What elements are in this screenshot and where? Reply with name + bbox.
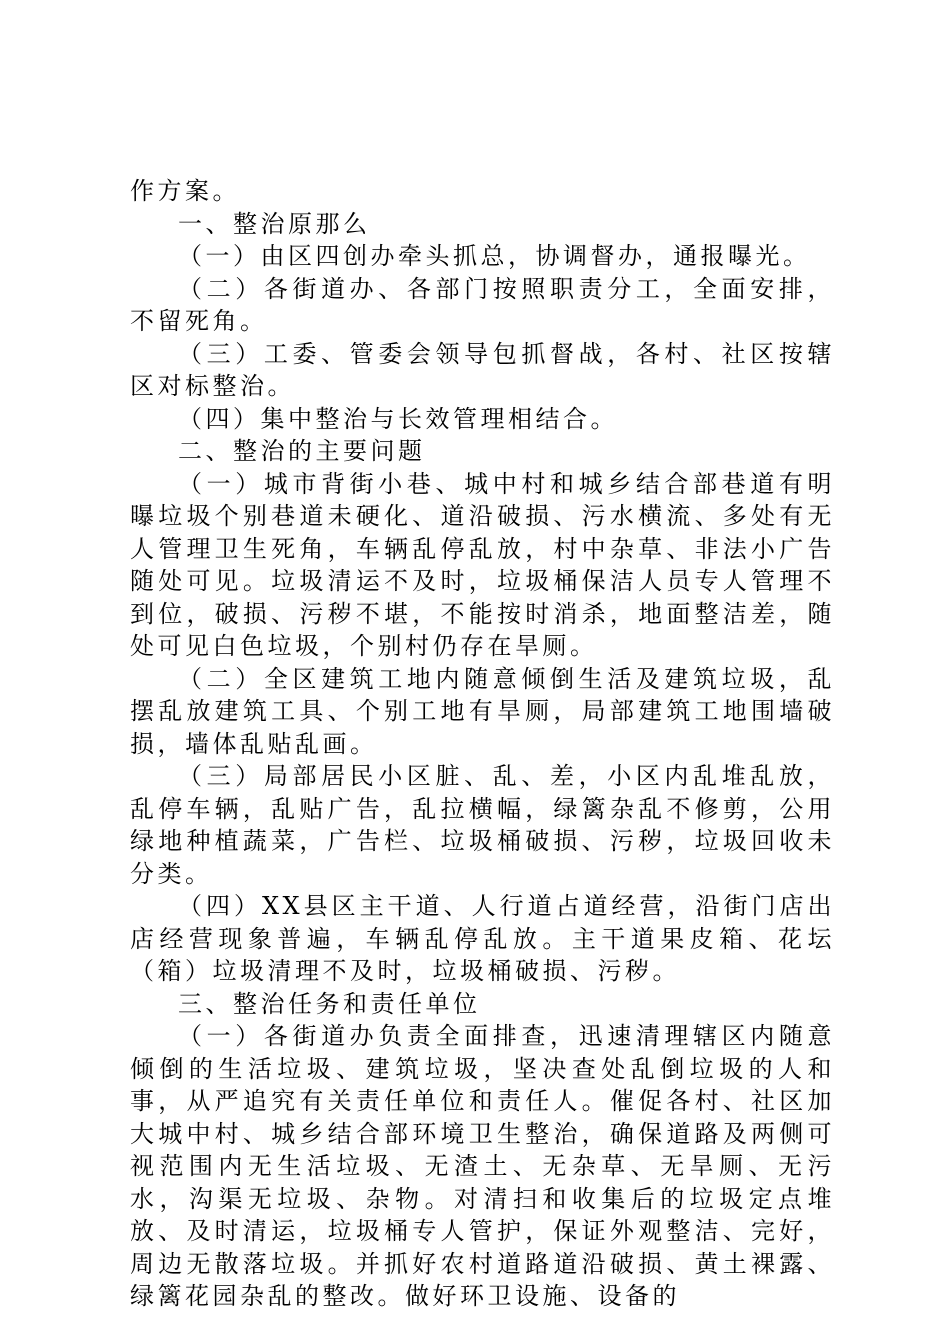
problem-item-1: （一）城市背街小巷、城中村和城乡结合部巷道有明曝垃圾个别巷道未硬化、道沿破损、污水横流、多处有无人管理卫生死角，车辆乱停乱放，村中杂草、非法小广告随处可见。垃圾清运不及时，垃圾桶保洁人员专人管理不到位，破损、污秽不堪，不能按时消杀，地面整洁差，随处可见白色垃圾，个别村仍存在旱厕。: [130, 469, 835, 660]
principle-item-4: （四）集中整治与长效管理相结合。: [178, 404, 618, 433]
principle-item-1: （一）由区四创办牵头抓总，协调督办，通报曝光。: [178, 242, 811, 270]
paragraph-continuation: 作方案。: [130, 177, 240, 205]
principle-item-2: （二）各街道办、各部门按照职责分工，全面安排，不留死角。: [130, 274, 835, 335]
document-body: [130, 175, 835, 1313]
task-item-1: （一）各街道办负责全面排查，迅速清理辖区内随意倾倒的生活垃圾、建筑垃圾，坚决查处乱倒垃圾的人和事，从严追究有关责任单位和责任人。催促各村、社区加大城中村、城乡结合部环境卫生整治，确保道路及两侧可视范围内无生活垃圾、无渣土、无杂草、无旱厕、无污水，沟渠无垃圾、杂物。对清扫和收集后的垃圾定点堆放、及时清运，垃圾桶专人管护，保证外观整洁、完好，周边无散落垃圾。并抓好农村道路道沿破损、黄土裸露、绿篱花园杂乱的整改。做好环卫设施、设备的: [130, 1022, 835, 1310]
problem-item-3: （三）局部居民小区脏、乱、差，小区内乱堆乱放，乱停车辆，乱贴广告，乱拉横幅，绿篱杂乱不修剪，公用绿地种植蔬菜，广告栏、垃圾桶破损、污秽，垃圾回收未分类。: [130, 762, 835, 888]
problem-item-2: （二）全区建筑工地内随意倾倒生活及建筑垃圾，乱摆乱放建筑工具、个别工地有旱厕，局部建筑工地围墙破损，墙体乱贴乱画。: [130, 664, 835, 758]
problem-item-4: （四）XX县区主干道、人行道占道经营，沿街门店出店经营现象普遍，车辆乱停乱放。主干道果皮箱、花坛（箱）垃圾清理不及时，垃圾桶破损、污秽。: [130, 892, 835, 985]
section-heading-tasks: 三、整治任务和责任单位: [178, 989, 481, 1018]
section-heading-principles: 一、整治原那么: [178, 209, 371, 238]
section-heading-problems: 二、整治的主要问题: [178, 437, 426, 465]
principle-item-3: （三）工委、管委会领导包抓督战，各村、社区按辖区对标整治。: [130, 339, 835, 400]
